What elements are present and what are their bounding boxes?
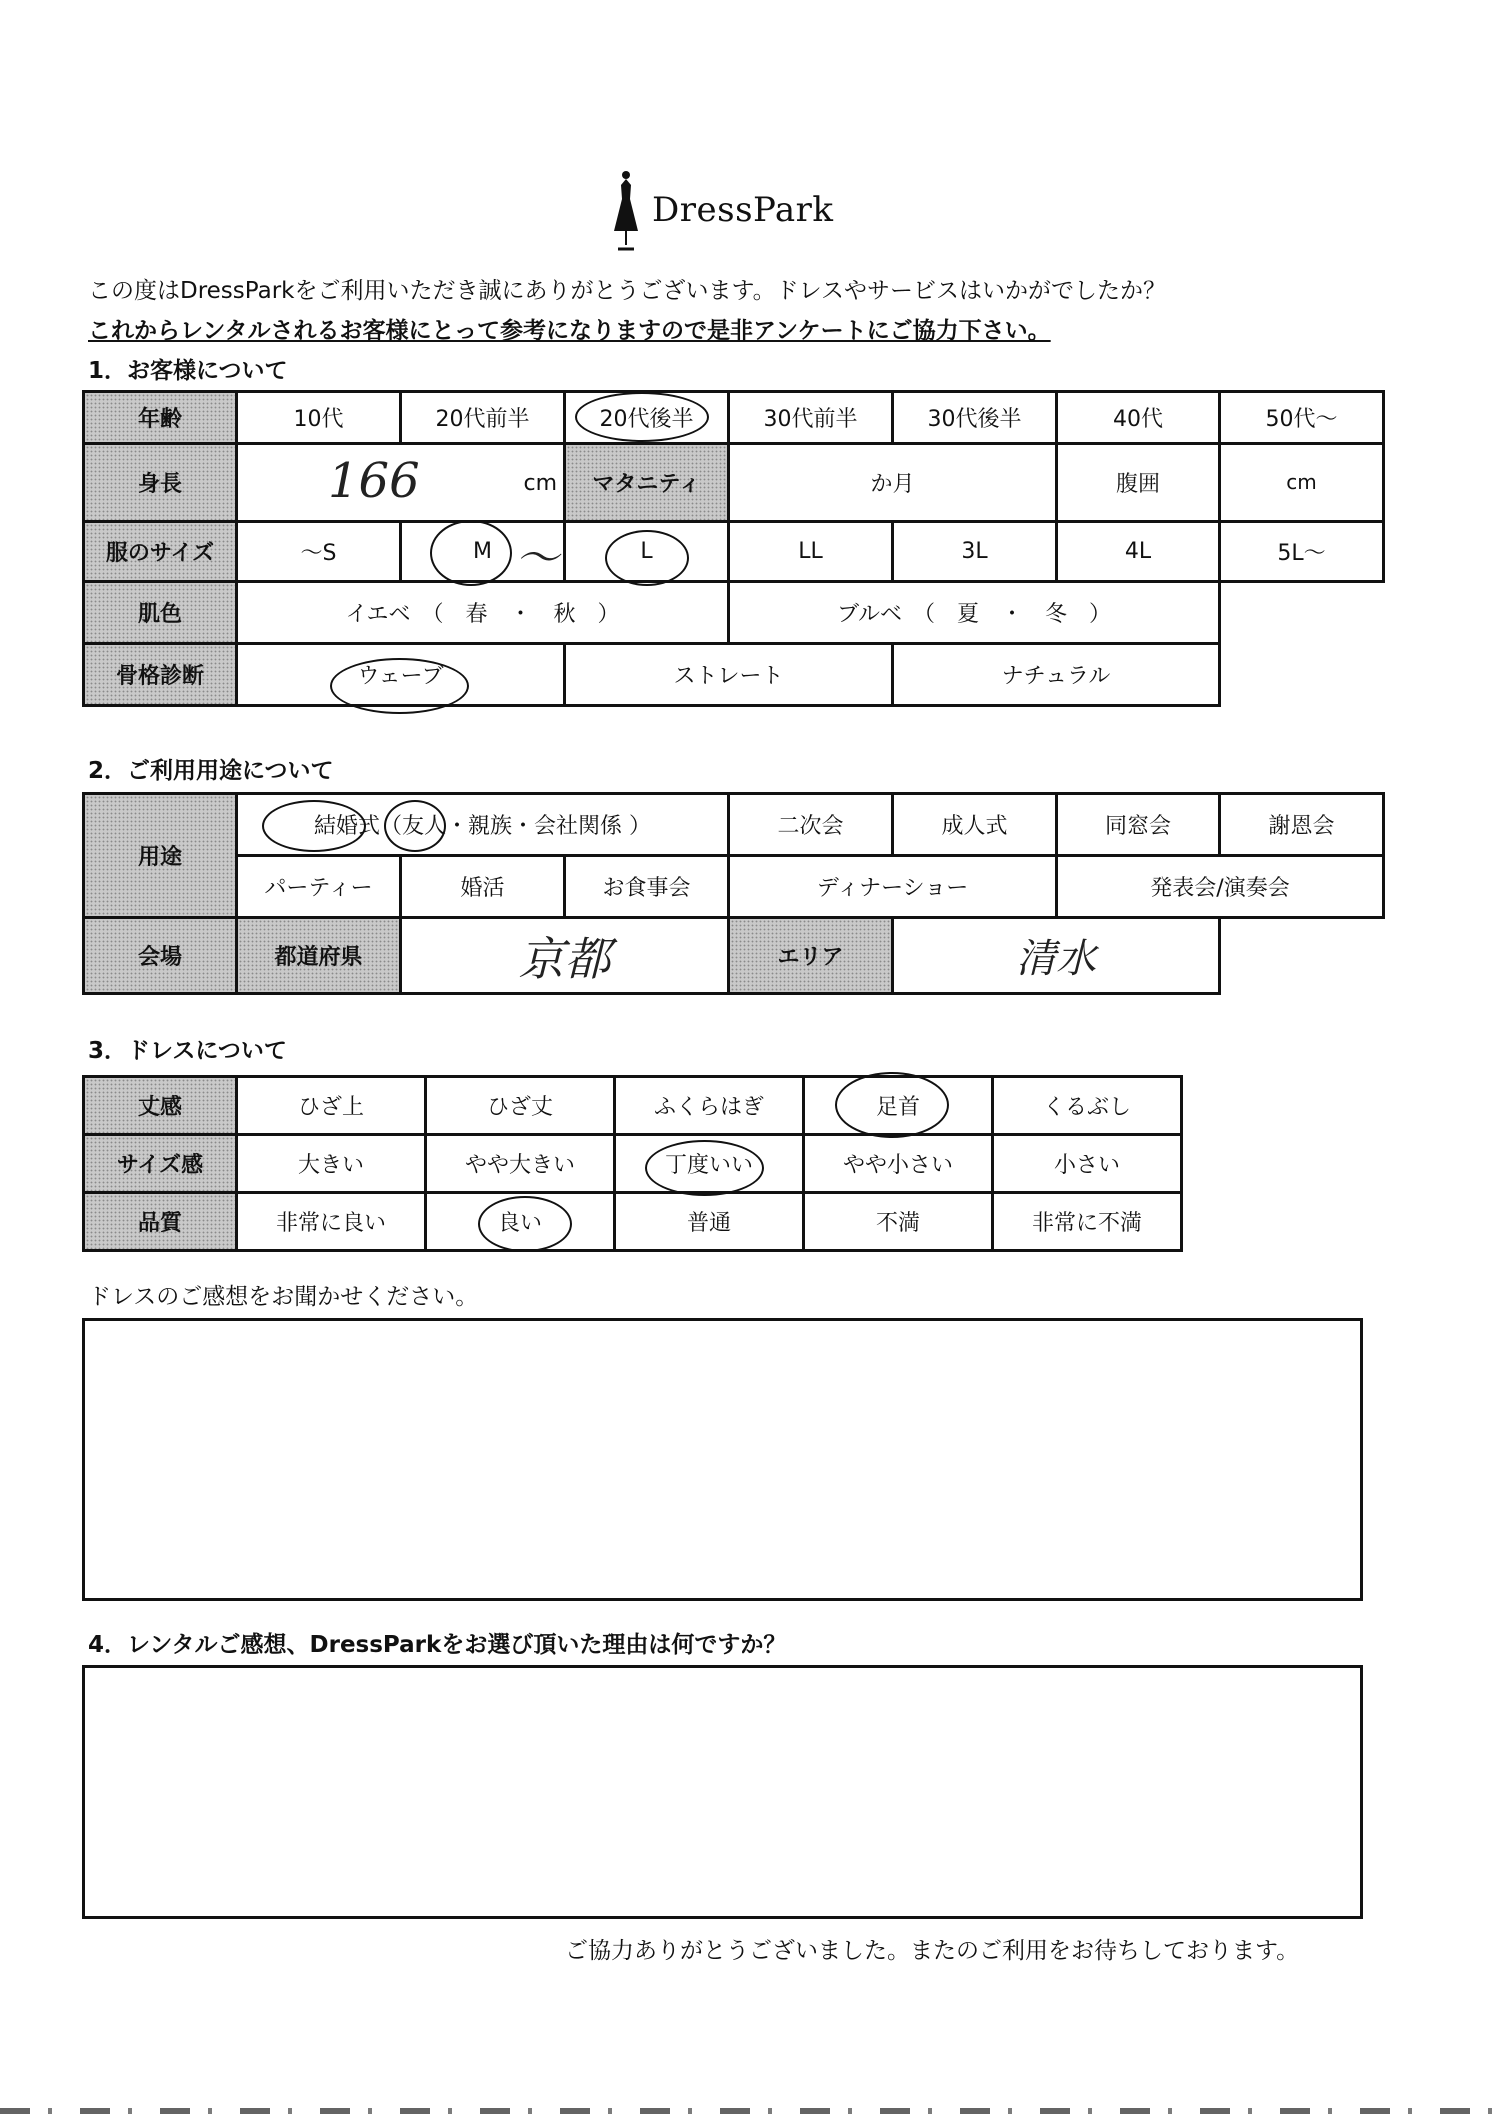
length-option[interactable]: くるぶし xyxy=(993,1077,1182,1135)
usage-option[interactable]: 発表会/演奏会 xyxy=(1057,856,1384,918)
size-option[interactable]: 4L xyxy=(1057,522,1220,582)
usage-option[interactable]: 成人式 xyxy=(893,794,1057,856)
maternity-field[interactable] xyxy=(729,444,1057,522)
age-label: 年齢 xyxy=(84,392,237,444)
age-option-selected[interactable]: 20代後半 xyxy=(565,392,729,444)
size-option[interactable]: LL xyxy=(729,522,893,582)
dress-comment-box[interactable] xyxy=(82,1318,1363,1601)
quality-label: 品質 xyxy=(84,1193,237,1251)
usage-option[interactable]: 婚活 xyxy=(401,856,565,918)
length-label: 丈感 xyxy=(84,1077,237,1135)
maternity-unit: か月 xyxy=(870,472,915,497)
size-option[interactable]: 5L～ xyxy=(1220,522,1384,582)
frame-option-selected[interactable]: ウェーブ xyxy=(237,644,565,706)
usage-option[interactable]: 同窓会 xyxy=(1057,794,1220,856)
empty-cell xyxy=(1220,918,1384,994)
height-value: 166 xyxy=(328,453,420,509)
usage-option[interactable]: ディナーショー xyxy=(729,856,1057,918)
logo xyxy=(610,165,834,255)
skin-label: 肌色 xyxy=(84,582,237,644)
height-label: 身長 xyxy=(84,444,237,522)
fit-label: サイズ感 xyxy=(84,1135,237,1193)
length-option[interactable]: ひざ丈 xyxy=(426,1077,615,1135)
section1-title: 1．お客様について xyxy=(88,358,288,384)
prefecture-value: 京都 xyxy=(518,931,611,986)
fit-option-selected[interactable]: 丁度いい xyxy=(615,1135,804,1193)
length-option-selected[interactable]: 足首 xyxy=(804,1077,993,1135)
dress-table xyxy=(82,1075,1183,1252)
size-label: 服のサイズ xyxy=(84,522,237,582)
size-option[interactable]: 3L xyxy=(893,522,1057,582)
waist-label: 腹囲 xyxy=(1057,444,1220,522)
usage-option[interactable]: 二次会 xyxy=(729,794,893,856)
quality-option-selected[interactable]: 良い xyxy=(426,1193,615,1251)
intro-request: これからレンタルされるお客様にとって参考になりますので是非アンケートにご協力下さい。 xyxy=(88,318,1051,344)
usage-label: 用途 xyxy=(84,794,237,918)
section4-title: 4．レンタルご感想、DressParkをお選び頂いた理由は何ですか？ xyxy=(88,1632,787,1658)
height-field[interactable] xyxy=(237,444,565,522)
quality-option[interactable]: 非常に良い xyxy=(237,1193,426,1251)
maternity-label: マタニティ xyxy=(565,444,729,522)
usage-option-wedding[interactable]: 結婚式（友人・親族・会社関係 ） xyxy=(237,794,729,856)
fit-option[interactable]: 小さい xyxy=(993,1135,1182,1193)
size-option-selected[interactable]: M xyxy=(401,522,565,582)
frame-label: 骨格診断 xyxy=(84,644,237,706)
skin-yellow-option[interactable]: イエベ （ 春 ・ 秋 ） xyxy=(237,582,729,644)
waist-unit: cm xyxy=(1286,470,1317,494)
closing-message: ご協力ありがとうございました。またのご利用をお待ちしております。 xyxy=(565,1938,1300,1964)
area-label: エリア xyxy=(729,918,893,994)
scan-edge-artifact xyxy=(0,2108,1500,2114)
age-option[interactable]: 40代 xyxy=(1057,392,1220,444)
fit-option[interactable]: やや小さい xyxy=(804,1135,993,1193)
empty-cell xyxy=(1220,582,1384,644)
height-unit: cm xyxy=(523,471,557,496)
size-option-selected[interactable]: L xyxy=(565,522,729,582)
fit-option[interactable]: 大きい xyxy=(237,1135,426,1193)
length-option[interactable]: ひざ上 xyxy=(237,1077,426,1135)
usage-option[interactable]: パーティー xyxy=(237,856,401,918)
prefecture-label: 都道府県 xyxy=(237,918,401,994)
area-value: 清水 xyxy=(1016,936,1097,982)
empty-cell xyxy=(1220,644,1384,706)
age-option[interactable]: 30代後半 xyxy=(893,392,1057,444)
size-option[interactable]: ～S xyxy=(237,522,401,582)
rental-comment-box[interactable] xyxy=(82,1665,1363,1919)
venue-label: 会場 xyxy=(84,918,237,994)
usage-option[interactable]: 謝恩会 xyxy=(1220,794,1384,856)
age-option[interactable]: 50代～ xyxy=(1220,392,1384,444)
prefecture-field[interactable] xyxy=(401,918,729,994)
logo-text: DressPark xyxy=(652,190,834,230)
quality-option[interactable]: 普通 xyxy=(615,1193,804,1251)
usage-option[interactable]: お食事会 xyxy=(565,856,729,918)
length-option[interactable]: ふくらはぎ xyxy=(615,1077,804,1135)
age-option[interactable]: 20代前半 xyxy=(401,392,565,444)
age-option[interactable]: 30代前半 xyxy=(729,392,893,444)
quality-option[interactable]: 不満 xyxy=(804,1193,993,1251)
dress-icon xyxy=(610,169,642,251)
quality-option[interactable]: 非常に不満 xyxy=(993,1193,1182,1251)
usage-table xyxy=(82,792,1385,995)
intro-text: この度はDressParkをご利用いただき誠にありがとうございます。ドレスやサービスはいかがでしたか？ xyxy=(88,278,1166,304)
waist-field[interactable] xyxy=(1220,444,1384,522)
frame-option[interactable]: ストレート xyxy=(565,644,893,706)
section3-title: 3．ドレスについて xyxy=(88,1038,287,1064)
frame-option[interactable]: ナチュラル xyxy=(893,644,1220,706)
fit-option[interactable]: やや大きい xyxy=(426,1135,615,1193)
skin-blue-option[interactable]: ブルベ （ 夏 ・ 冬 ） xyxy=(729,582,1220,644)
area-field[interactable] xyxy=(893,918,1220,994)
age-option[interactable]: 10代 xyxy=(237,392,401,444)
size-range-mark: ～ xyxy=(515,533,559,584)
dress-comment-label: ドレスのご感想をお聞かせください。 xyxy=(88,1284,479,1310)
customer-table xyxy=(82,390,1385,707)
section2-title: 2．ご利用用途について xyxy=(88,758,334,784)
